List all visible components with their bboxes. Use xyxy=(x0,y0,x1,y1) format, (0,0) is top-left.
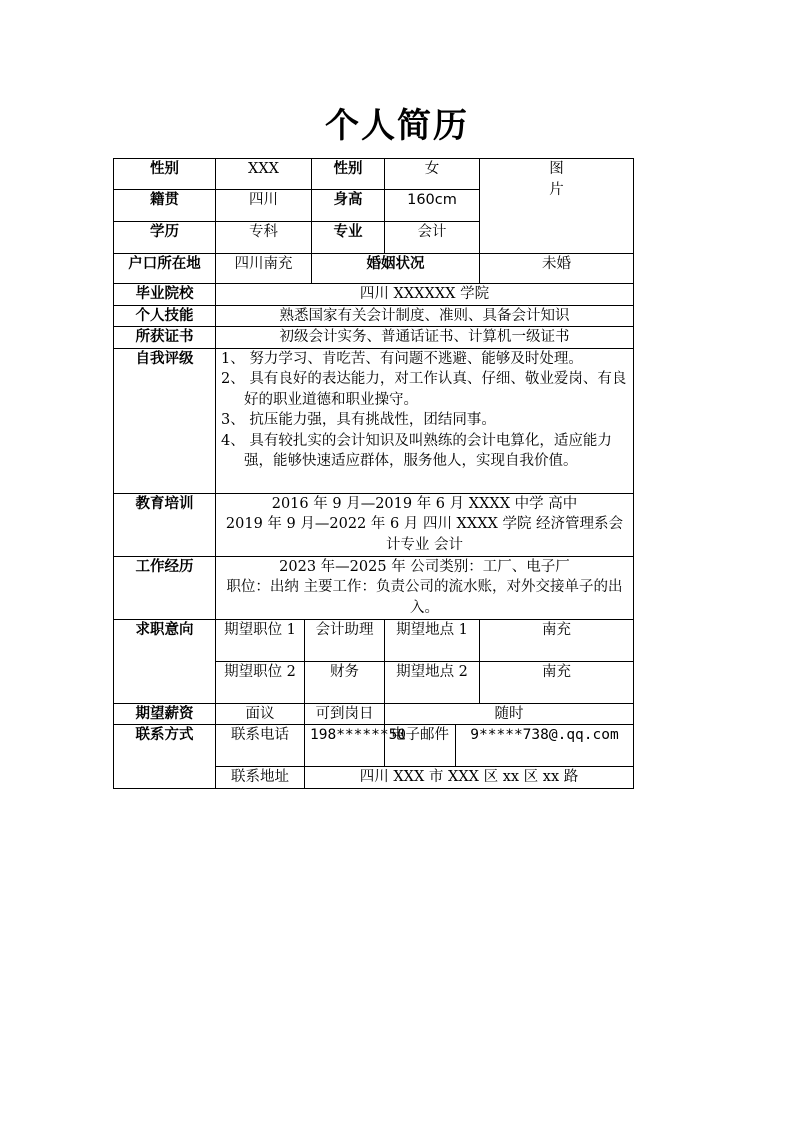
address-value: 四川 XXX 市 XXX 区 xx 区 xx 路 xyxy=(305,767,634,789)
table-row xyxy=(114,348,634,493)
table-row xyxy=(114,159,634,190)
desired-location-2-value: 南充 xyxy=(480,661,634,703)
native-place-label: 籍贯 xyxy=(114,190,216,222)
gender-label: 性别 xyxy=(114,159,216,190)
education-line-2: 2019 年 9 月—2022 年 6 月 四川 XXXX 学院 经济管理系会计专业 会计 xyxy=(225,516,624,553)
desired-location-1-label: 期望地点 1 xyxy=(385,619,480,661)
marital-status-label: 婚姻状况 xyxy=(312,254,480,284)
photo-placeholder xyxy=(480,159,634,254)
skills-value: 熟悉国家有关会计制度、准则、具备会计知识 xyxy=(216,305,634,327)
table-row xyxy=(114,725,634,767)
table-row xyxy=(114,327,634,349)
gender-label-2: 性别 xyxy=(312,159,385,190)
table-row xyxy=(114,254,634,284)
work-line-1: 2023 年—2025 年 公司类别：工厂、电子厂 xyxy=(279,558,570,575)
education-history xyxy=(216,493,634,556)
height-value: 160cm xyxy=(385,190,480,222)
education-level-value: 专科 xyxy=(216,222,312,254)
email-label: 电子邮件 xyxy=(385,725,456,767)
address-label: 联系地址 xyxy=(216,767,305,789)
list-item: 3、 抗压能力强，具有挑战性，团结同事。 xyxy=(221,412,496,428)
desired-position-2-value: 财务 xyxy=(305,661,385,703)
table-row xyxy=(114,305,634,327)
list-item: 1、 努力学习、肯吃苦、有问题不逃避、能够及时处理。 xyxy=(221,350,583,367)
table-row xyxy=(114,619,634,661)
table-row xyxy=(114,556,634,619)
education-level-label: 学历 xyxy=(114,222,216,254)
list-item: 2、 具有良好的表达能力，对工作认真、仔细、敬业爱岗、有良好的职业道德和职业操守。 xyxy=(221,371,627,408)
desired-position-1-value: 会计助理 xyxy=(305,619,385,661)
photo-text-2: 片 xyxy=(549,181,564,198)
start-date-value: 随时 xyxy=(385,703,634,725)
desired-position-2-label: 期望职位 2 xyxy=(216,661,305,703)
major-value: 会计 xyxy=(385,222,480,254)
major-label: 专业 xyxy=(312,222,385,254)
work-label: 工作经历 xyxy=(114,556,216,619)
table-row xyxy=(114,703,634,725)
desired-location-2-label: 期望地点 2 xyxy=(385,661,480,703)
work-line-2: 职位：出纳 主要工作：负责公司的流水账，对外交接单子的出入。 xyxy=(226,579,623,616)
certificates-label: 所获证书 xyxy=(114,327,216,349)
salary-value: 面议 xyxy=(216,703,305,725)
photo-text-1: 图 xyxy=(549,161,564,177)
gender-value-2: 女 xyxy=(385,159,480,190)
phone-label: 联系电话 xyxy=(216,725,305,767)
table-row xyxy=(114,493,634,556)
email-value: 9*****738@.qq.com xyxy=(456,725,634,767)
school-value: 四川 XXXXXX 学院 xyxy=(216,284,634,306)
hukou-value: 四川南充 xyxy=(216,254,312,284)
start-date-label: 可到岗日 xyxy=(305,703,385,725)
self-evaluation-label: 自我评级 xyxy=(114,348,216,493)
resume-table xyxy=(113,158,634,789)
desired-position-1-label: 期望职位 1 xyxy=(216,619,305,661)
school-label: 毕业院校 xyxy=(114,284,216,306)
education-label: 教育培训 xyxy=(114,493,216,556)
skills-label: 个人技能 xyxy=(114,305,216,327)
certificates-value: 初级会计实务、普通话证书、计算机一级证书 xyxy=(216,327,634,349)
work-history xyxy=(216,556,634,619)
native-place-value: 四川 xyxy=(216,190,312,222)
education-line-1: 2016 年 9 月—2019 年 6 月 XXXX 中学 高中 xyxy=(271,495,578,512)
gender-value: XXX xyxy=(216,159,312,190)
contact-label: 联系方式 xyxy=(114,725,216,789)
page-title: 个人简历 xyxy=(325,106,469,146)
job-intent-label: 求职意向 xyxy=(114,619,216,703)
marital-status-value: 未婚 xyxy=(480,254,634,284)
self-evaluation-list xyxy=(216,348,634,493)
phone-value: 198******50 xyxy=(305,725,385,767)
hukou-label: 户口所在地 xyxy=(114,254,216,284)
desired-location-1-value: 南充 xyxy=(480,619,634,661)
salary-label: 期望薪资 xyxy=(114,703,216,725)
height-label: 身高 xyxy=(312,190,385,222)
table-row xyxy=(114,284,634,306)
list-item: 4、 具有较扎实的会计知识及叫熟练的会计电算化，适应能力强，能够快速适应群体，服务他人，实现自我价值。 xyxy=(221,432,612,469)
